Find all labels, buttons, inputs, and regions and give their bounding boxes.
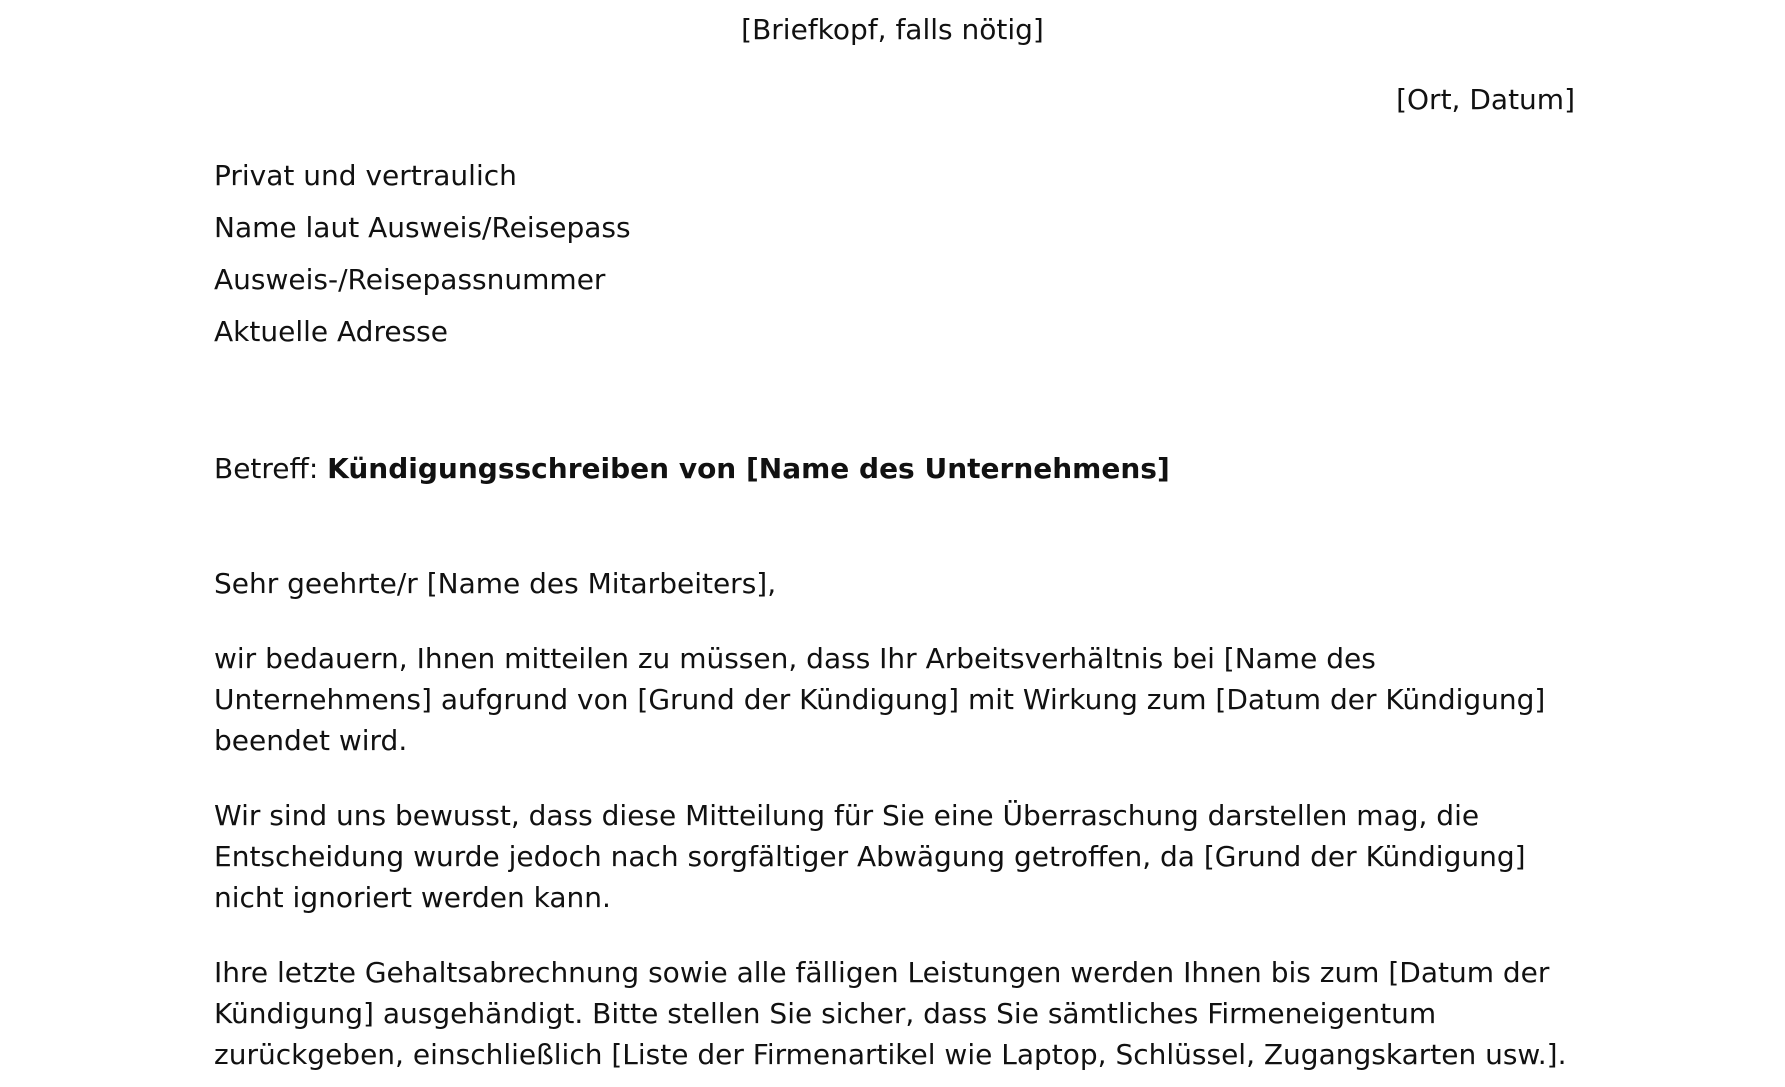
salutation: Sehr geehrte/r [Name des Mitarbeiters],: [214, 567, 777, 600]
paragraph-line: Ihre letzte Gehaltsabrechnung sowie alle fälligen Leistungen werden Ihnen bis zum [Datum der: [214, 956, 1550, 989]
place-date: [Ort, Datum]: [1396, 83, 1575, 116]
paragraph-line: beendet wird.: [214, 724, 408, 757]
paragraph-termination-notice: [214, 638, 1584, 761]
subject-label: Betreff:: [214, 452, 328, 485]
paragraph-line: nicht ignoriert werden kann.: [214, 881, 611, 914]
recipient-address: Aktuelle Adresse: [214, 315, 448, 348]
recipient-block: [214, 150, 631, 358]
paragraph-reasoning: [214, 795, 1584, 918]
paragraph-line: Wir sind uns bewusst, dass diese Mitteilung für Sie eine Überraschung darstellen mag, die: [214, 799, 1480, 832]
paragraph-line: Unternehmens] aufgrund von [Grund der Kündigung] mit Wirkung zum [Datum der Kündigung]: [214, 683, 1546, 716]
paragraph-line: Entscheidung wurde jedoch nach sorgfältiger Abwägung getroffen, da [Grund der Kündigung]: [214, 840, 1526, 873]
subject-text: Kündigungsschreiben von [Name des Unternehmens]: [327, 452, 1170, 485]
paragraph-line: Kündigung] ausgehändigt. Bitte stellen Sie sicher, dass Sie sämtliches Firmeneigentum: [214, 997, 1437, 1030]
recipient-name: Name laut Ausweis/Reisepass: [214, 211, 631, 244]
paragraph-line: zurückgeben, einschließlich [Liste der Firmenartikel wie Laptop, Schlüssel, Zugangskarten usw.].: [214, 1038, 1567, 1071]
paragraph-final-pay: [214, 952, 1584, 1075]
confidential-note: Privat und vertraulich: [214, 159, 517, 192]
paragraph-line: wir bedauern, Ihnen mitteilen zu müssen, dass Ihr Arbeitsverhältnis bei [Name des: [214, 642, 1376, 675]
letterhead: [Briefkopf, falls nötig]: [741, 13, 1044, 46]
recipient-id-number: Ausweis-/Reisepassnummer: [214, 263, 606, 296]
subject-line: [214, 449, 1170, 489]
